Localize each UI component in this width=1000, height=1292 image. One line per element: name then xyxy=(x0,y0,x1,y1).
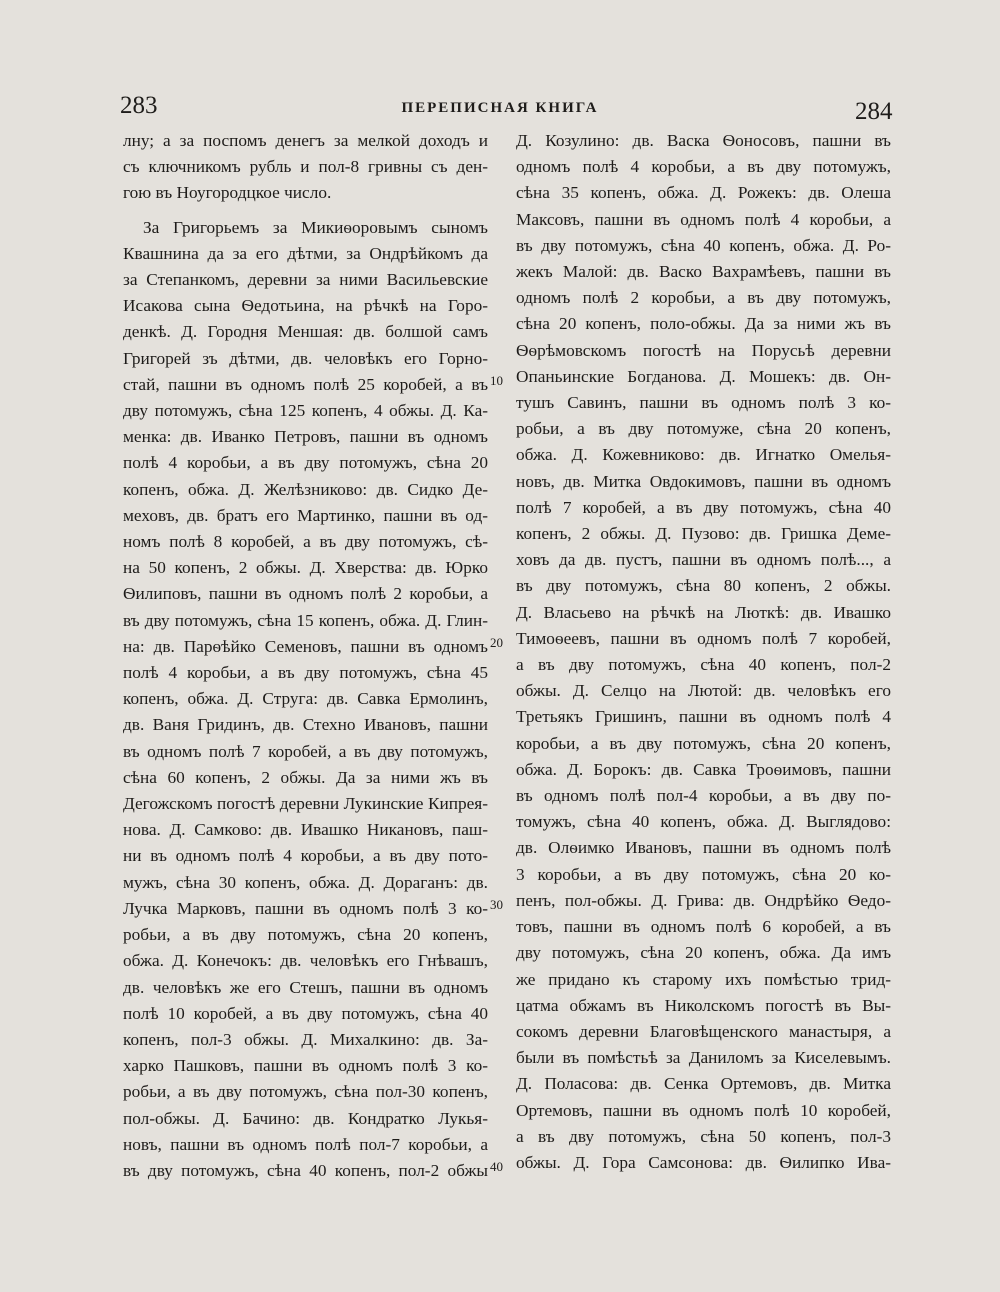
running-title: ПЕРЕПИСНАЯ КНИГА xyxy=(401,100,599,116)
text-line: новъ, пашни въ одномъ полѣ пол-7 коробьи, а xyxy=(123,1134,488,1154)
text-line: сѣна 35 копенъ, обжа. Д. Рожекъ: дв. Олеша xyxy=(516,183,891,203)
text-line: въ одномъ полѣ 7 коробей, а въ дву потомужъ, xyxy=(123,741,488,761)
text-line: на: дв. Парѳѣйко Семеновъ, пашни въ одномъ xyxy=(123,636,488,656)
text-line: обжа. Д. Конечокъ: дв. человѣкъ его Гнѣвашъ, xyxy=(123,951,488,971)
text-line: полѣ 10 коробей, а въ дву потомужъ, сѣна 40 xyxy=(123,1003,488,1023)
text-line: товъ, пашни въ одномъ полѣ 6 коробей, а въ xyxy=(516,917,891,937)
text-line: жекъ Малой: дв. Васко Вахрамѣевъ, пашни въ xyxy=(516,262,891,282)
text-line: 3 коробьи, а въ дву потомужъ, сѣна 20 ко- xyxy=(516,864,891,884)
text-line: Тимоѳеевъ, пашни въ одномъ полѣ 7 коробей, xyxy=(516,628,891,648)
text-line: Д. Поласова: дв. Сенка Ортемовъ, дв. Митка xyxy=(516,1074,891,1094)
text-line: Исакова сына Ѳедотьина, на рѣчкѣ на Горо- xyxy=(123,296,488,316)
text-line: номъ полѣ 8 коробей, а въ дву потомужъ, сѣ- xyxy=(123,532,488,552)
text-line: сѣна 20 копенъ, поло-обжы. Да за ними жъ въ xyxy=(516,314,891,334)
text-line: Ортемовъ, пашни въ одномъ полѣ 10 коробей, xyxy=(516,1100,891,1120)
text-line: мужъ, сѣна 30 копенъ, обжа. Д. Дораганъ: дв. xyxy=(123,872,488,892)
text-line: въ дву потомужъ, сѣна 40 копенъ, обжа. Д. Ро- xyxy=(516,235,891,255)
text-line: Д. Козулино: дв. Васка Ѳоносовъ, пашни въ xyxy=(516,131,891,150)
text-line: на 50 копенъ, 2 обжы. Д. Хверства: дв. Юрко xyxy=(123,558,488,578)
text-line: нова. Д. Самково: дв. Ивашко Никановъ, паш- xyxy=(123,820,488,840)
text-line: денкѣ. Д. Городня Меншая: дв. болшой самъ xyxy=(123,322,488,342)
text-line: коробьи, а въ дву потомужъ, сѣна 20 копенъ, xyxy=(516,733,891,753)
text-line: харко Пашковъ, пашни въ одномъ полѣ 3 ко- xyxy=(123,1056,488,1076)
text-line: Лучка Марковъ, пашни въ одномъ полѣ 3 ко- xyxy=(123,898,488,918)
line-marker-10: 10 xyxy=(490,373,503,388)
left-column xyxy=(123,128,488,1184)
text-line: обжа. Д. Кожевниково: дв. Игнатко Омелья- xyxy=(516,445,891,465)
text-line: одномъ полѣ 2 коробьи, а въ дву потомужъ, xyxy=(516,288,891,308)
text-line: а въ дву потомужъ, сѣна 50 копенъ, пол-3 xyxy=(516,1126,891,1146)
text-line: копенъ, пол-3 обжы. Д. Михалкино: дв. За- xyxy=(123,1029,488,1049)
text-line: Дегожскомъ погостѣ деревни Лукинские Кипрея- xyxy=(123,794,488,814)
text-line: съ ключникомъ рубль и пол-8 гривны съ ден- xyxy=(123,157,488,177)
line-marker-20: 20 xyxy=(490,635,503,650)
text-line: Третьякъ Гришинъ, пашни въ одномъ полѣ 4 xyxy=(516,707,891,727)
text-line: томужъ, сѣна 40 копенъ, обжа. Д. Выглядово: xyxy=(516,812,891,832)
text-line: обжы. Д. Селцо на Лютой: дв. человѣкъ его xyxy=(516,681,891,701)
text-line: Квашнина да за его дѣтми, за Ондрѣйкомъ да xyxy=(123,243,488,263)
line-marker-40: 40 xyxy=(490,1159,503,1174)
text-line: тушъ Савинъ, пашни въ одномъ полѣ 3 ко- xyxy=(516,393,891,413)
text-line: Опаньинские Богданова. Д. Мошекъ: дв. Он- xyxy=(516,366,891,386)
text-line: робьи, а въ дву потомужъ, сѣна пол-30 копенъ, xyxy=(123,1082,488,1102)
text-line: въ дву потомужъ, сѣна 40 копенъ, пол-2 обжы xyxy=(123,1160,488,1180)
text-line: одномъ полѣ 4 коробьи, а въ дву потомужъ, xyxy=(516,157,891,177)
text-line: дв. Олѳимко Ивановъ, пашни въ одномъ полѣ xyxy=(516,838,891,858)
left-page-number: 283 xyxy=(120,92,158,119)
text-line: ховъ да дв. пустъ, пашни въ одномъ полѣ..., а xyxy=(516,550,891,570)
text-line: цатма обжамъ въ Николскомъ погостѣ въ Вы- xyxy=(516,995,891,1015)
text-line: дву потомужъ, сѣна 125 копенъ, 4 обжы. Д. Ка- xyxy=(123,401,488,421)
text-line: лну; а за поспомъ денегъ за мелкой доходъ и xyxy=(123,131,488,150)
text-line: дв. человѣкъ же его Стешъ, пашни въ одномъ xyxy=(123,977,488,997)
text-line: Максовъ, пашни въ одномъ полѣ 4 коробьи, а xyxy=(516,209,891,229)
text-line: пол-обжы. Д. Бачино: дв. Кондратко Лукья- xyxy=(123,1108,488,1128)
text-line: За Григорьемъ за Микиѳоровымъ сыномъ xyxy=(143,217,488,237)
text-line: копенъ, 2 обжы. Д. Пузово: дв. Гришка Деме- xyxy=(516,524,891,544)
text-line: дв. Ваня Гридинъ, дв. Стехно Ивановъ, пашни xyxy=(123,715,488,735)
text-line: полѣ 4 коробьи, а въ дву потомужъ, сѣна 20 xyxy=(123,453,488,473)
text-line: въ одномъ полѣ пол-4 коробьи, а въ дву по- xyxy=(516,786,891,806)
text-line: въ дву потомужъ, сѣна 15 копенъ, обжа. Д. Глин- xyxy=(123,610,488,630)
text-line: Ѳилиповъ, пашни въ одномъ полѣ 2 коробьи, а xyxy=(123,584,488,604)
right-column xyxy=(516,128,891,1176)
text-line: полѣ 4 коробьи, а въ дву потомужъ, сѣна 45 xyxy=(123,663,488,683)
text-line: робьи, а въ дву потомужъ, сѣна 20 копенъ, xyxy=(123,925,488,945)
text-line: ни въ одномъ полѣ 4 коробьи, а въ дву пото- xyxy=(123,846,488,866)
text-line: сѣна 60 копенъ, 2 обжы. Да за ними жъ въ xyxy=(123,767,488,787)
text-line: Ѳѳрѣмовскомъ погостѣ на Порусьѣ деревни xyxy=(516,340,891,360)
text-line: Григорей зъ дѣтми, дв. человѣкъ его Горно- xyxy=(123,348,488,368)
text-line: менка: дв. Иванко Петровъ, пашни въ одномъ xyxy=(123,427,488,447)
text-line: а въ дву потомужъ, сѣна 40 копенъ, пол-2 xyxy=(516,655,891,675)
text-line: новъ, дв. Митка Овдокимовъ, пашни въ одномъ xyxy=(516,471,891,491)
text-line: меховъ, дв. братъ его Мартинко, пашни въ од- xyxy=(123,505,488,525)
paragraph-gap xyxy=(123,207,488,215)
text-line: полѣ 7 коробей, а въ дву потомужъ, сѣна 40 xyxy=(516,497,891,517)
text-line: обжы. Д. Гора Самсонова: дв. Ѳилипко Ива- xyxy=(516,1152,891,1172)
text-line: въ дву потомужъ, сѣна 80 копенъ, 2 обжы. xyxy=(516,576,891,596)
text-line: стай, пашни въ одномъ полѣ 25 коробей, а въ xyxy=(123,374,488,394)
text-line: гою въ Ноугородцкое число. xyxy=(123,183,332,203)
text-line: сокомъ деревни Благовѣщенского манастыря, а xyxy=(516,1021,891,1041)
text-line: копенъ, обжа. Д. Желѣзниково: дв. Сидко Де- xyxy=(123,479,488,499)
right-page-number: 284 xyxy=(855,98,893,125)
text-line: пенъ, пол-обжы. Д. Грива: дв. Ондрѣйко Ѳедо- xyxy=(516,890,891,910)
text-line: были въ помѣстьѣ за Даниломъ за Киселевымъ. xyxy=(516,1048,891,1068)
text-line: копенъ, обжа. Д. Струга: дв. Савка Ермолинъ, xyxy=(123,689,488,709)
text-line: дву потомужъ, сѣна 20 копенъ, обжа. Да имъ xyxy=(516,943,891,963)
text-line: же придано къ старому ихъ помѣстью трид- xyxy=(516,969,891,989)
text-line: за Степанкомъ, деревни за ними Васильевские xyxy=(123,270,488,290)
line-marker-30: 30 xyxy=(490,897,503,912)
text-line: Д. Власьево на рѣчкѣ на Люткѣ: дв. Ивашко xyxy=(516,602,891,622)
text-line: робьи, а въ дву потомуже, сѣна 20 копенъ, xyxy=(516,419,891,439)
text-line: обжа. Д. Борокъ: дв. Савка Троѳимовъ, пашни xyxy=(516,759,891,779)
